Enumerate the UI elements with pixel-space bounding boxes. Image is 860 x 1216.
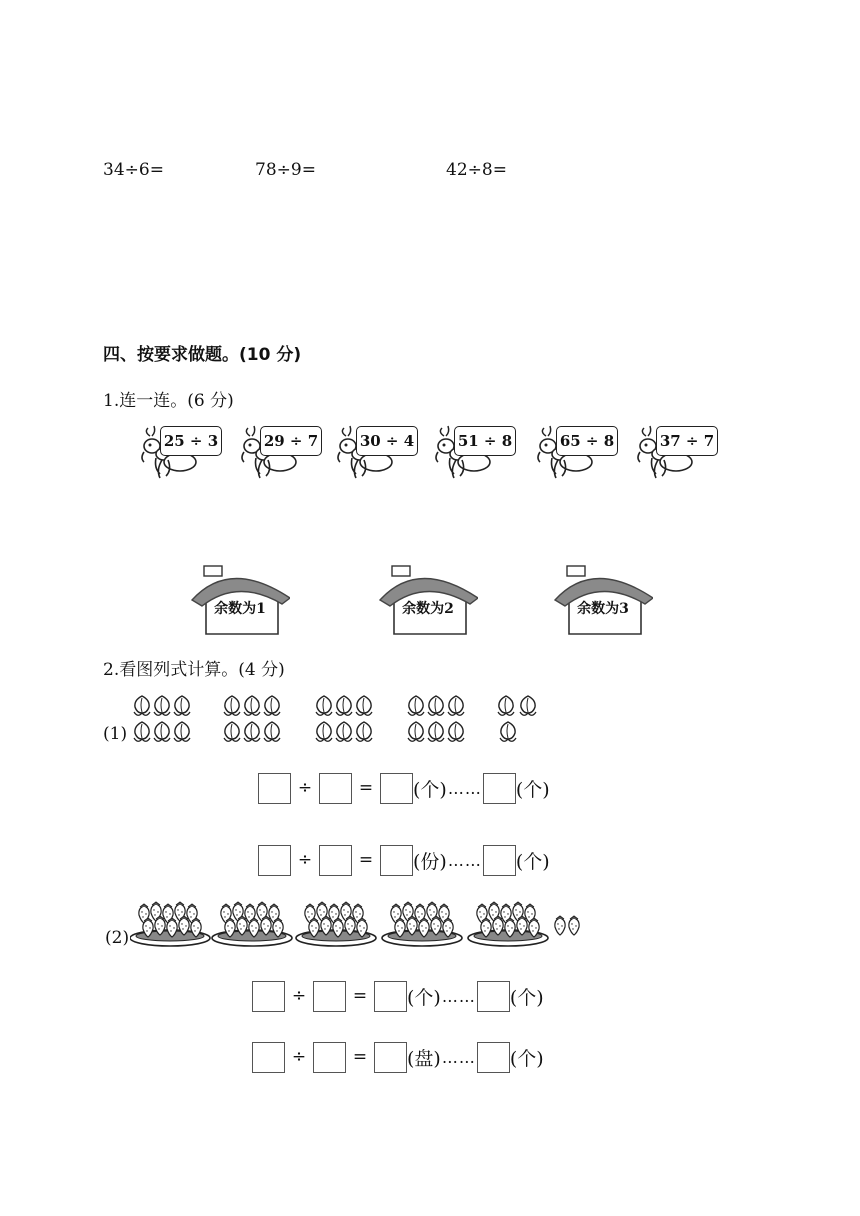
answer-box[interactable] <box>380 773 413 804</box>
problem-3: 42÷8= <box>446 160 507 180</box>
unit-label: (个) <box>509 1047 544 1070</box>
part-1-label: (1) <box>103 724 128 744</box>
equals-sign: = <box>358 850 374 870</box>
divide-sign: ÷ <box>297 850 313 870</box>
peach-icon <box>134 696 536 741</box>
division-card: 25 ÷ 3 <box>160 426 222 456</box>
unit-label: (份) <box>413 850 447 873</box>
answer-box[interactable] <box>319 773 352 804</box>
answer-box[interactable] <box>252 981 285 1012</box>
unit-label: (个) <box>509 986 544 1009</box>
remainder-dots: …… <box>441 986 476 1006</box>
house-label: 余数为2 <box>402 601 454 617</box>
ant-card-3[interactable] <box>330 424 430 484</box>
section-heading: 四、按要求做题。(10 分) <box>103 345 302 365</box>
equation-row-1 <box>258 771 550 805</box>
answer-box[interactable] <box>313 1042 346 1073</box>
unit-label: (个) <box>407 986 441 1009</box>
ant-card-5[interactable] <box>530 424 630 484</box>
house-remainder-1[interactable] <box>190 564 290 636</box>
remainder-dots: …… <box>447 778 482 798</box>
equation-row-3 <box>252 979 544 1013</box>
equation-row-4 <box>252 1040 544 1074</box>
answer-box[interactable] <box>374 1042 407 1073</box>
divide-sign: ÷ <box>291 986 307 1006</box>
equals-sign: = <box>352 986 368 1006</box>
unit-label: (个) <box>413 778 447 801</box>
division-card: 30 ÷ 4 <box>356 426 418 456</box>
house-label: 余数为3 <box>577 601 629 617</box>
part-2-label: (2) <box>105 928 130 948</box>
house-remainder-3[interactable] <box>553 564 653 636</box>
answer-box[interactable] <box>477 1042 510 1073</box>
remainder-dots: …… <box>441 1047 476 1067</box>
division-card: 65 ÷ 8 <box>556 426 618 456</box>
equals-sign: = <box>352 1047 368 1067</box>
strawberry-plate-icon <box>130 902 579 946</box>
strawberry-plates-image <box>130 896 600 948</box>
house-remainder-2[interactable] <box>378 564 478 636</box>
remainder-dots: …… <box>447 850 482 870</box>
question-2-label: 2.看图列式计算。(4 分) <box>103 660 285 680</box>
division-card: 37 ÷ 7 <box>656 426 718 456</box>
unit-label: (个) <box>515 778 550 801</box>
answer-box[interactable] <box>258 773 291 804</box>
problem-1: 34÷6= <box>103 160 164 180</box>
answer-box[interactable] <box>483 845 516 876</box>
division-card: 51 ÷ 8 <box>454 426 516 456</box>
equation-row-2 <box>258 843 550 877</box>
peach-group-image <box>128 690 558 748</box>
answer-box[interactable] <box>258 845 291 876</box>
equals-sign: = <box>358 778 374 798</box>
division-card: 29 ÷ 7 <box>260 426 322 456</box>
question-1-label: 1.连一连。(6 分) <box>103 391 234 411</box>
divide-sign: ÷ <box>297 778 313 798</box>
answer-box[interactable] <box>374 981 407 1012</box>
ant-card-2[interactable] <box>234 424 334 484</box>
ant-card-1[interactable] <box>134 424 234 484</box>
answer-box[interactable] <box>483 773 516 804</box>
divide-sign: ÷ <box>291 1047 307 1067</box>
answer-box[interactable] <box>252 1042 285 1073</box>
problem-2: 78÷9= <box>255 160 316 180</box>
unit-label: (个) <box>515 850 550 873</box>
answer-box[interactable] <box>313 981 346 1012</box>
unit-label: (盘) <box>407 1047 441 1070</box>
answer-box[interactable] <box>477 981 510 1012</box>
ant-card-4[interactable] <box>428 424 528 484</box>
ant-card-6[interactable] <box>630 424 730 484</box>
house-label: 余数为1 <box>214 601 266 617</box>
answer-box[interactable] <box>319 845 352 876</box>
answer-box[interactable] <box>380 845 413 876</box>
